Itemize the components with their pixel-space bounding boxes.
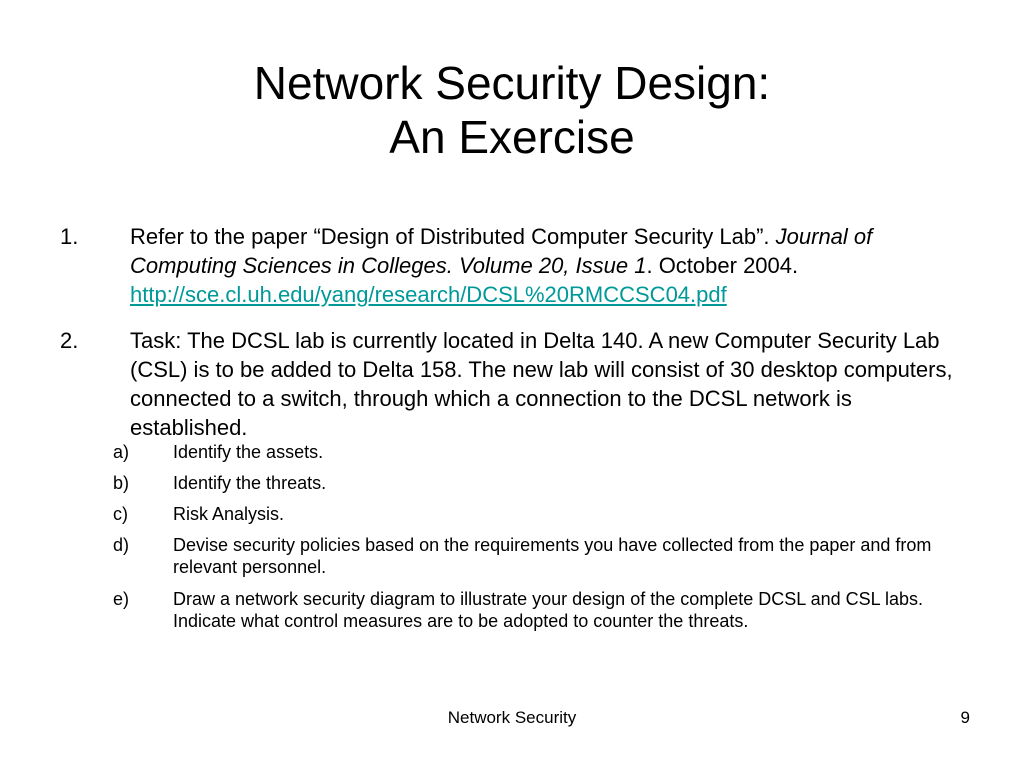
page-number: 9: [960, 708, 970, 727]
list-item-number: 1.: [60, 224, 79, 249]
subitem-d: [113, 534, 943, 578]
list-item-2: [60, 326, 970, 442]
subitem-text: Risk Analysis.: [173, 504, 285, 524]
slide-title-line-2: An Exercise: [389, 111, 635, 163]
subitem-text: Devise security policies based on the requirements you have collected from the paper and from relevant personnel.: [173, 535, 932, 577]
item-text-mid: . October 2004.: [646, 253, 799, 278]
paper-link[interactable]: http://sce.cl.uh.edu/yang/research/DCSL%20RMCCSC04.pdf: [130, 282, 727, 307]
subitem-b: [113, 472, 943, 494]
item-text-start: Refer to the paper “Design of Distributed Computer Security Lab”.: [130, 224, 776, 249]
subitem-text: Draw a network security diagram to illustrate your design of the complete DCSL and CSL labs. Indicate what control measures are to be adopted to counter the threats.: [173, 589, 924, 631]
slide-title: [0, 56, 1024, 164]
subitem-a: [113, 441, 943, 463]
subitem-e: [113, 588, 943, 632]
subitem-text: Identify the assets.: [173, 442, 324, 462]
task-description: Task: The DCSL lab is currently located in Delta 140. A new Computer Security Lab (CSL) is to be added to Delta 158. The new lab will consist of 30 desktop computers, connected to a switch, through which a connection to the DCSL network is established.: [130, 328, 953, 440]
subitem-letter: d): [113, 535, 130, 555]
subitem-c: [113, 503, 943, 525]
subitem-text: Identify the threats.: [173, 473, 327, 493]
list-item-number: 2.: [60, 328, 79, 353]
list-item-body: [130, 222, 970, 309]
journal-citation: Journal of Computing Sciences in Colleges. Volume 20, Issue 1: [130, 224, 873, 278]
slide-title-line-1: Network Security Design:: [253, 57, 771, 109]
subitem-letter: a): [113, 442, 130, 462]
subitem-letter: b): [113, 473, 130, 493]
list-item-1: [60, 222, 970, 309]
subitem-letter: c): [113, 504, 128, 524]
subitem-letter: e): [113, 589, 130, 609]
footer-title: Network Security: [447, 708, 577, 727]
